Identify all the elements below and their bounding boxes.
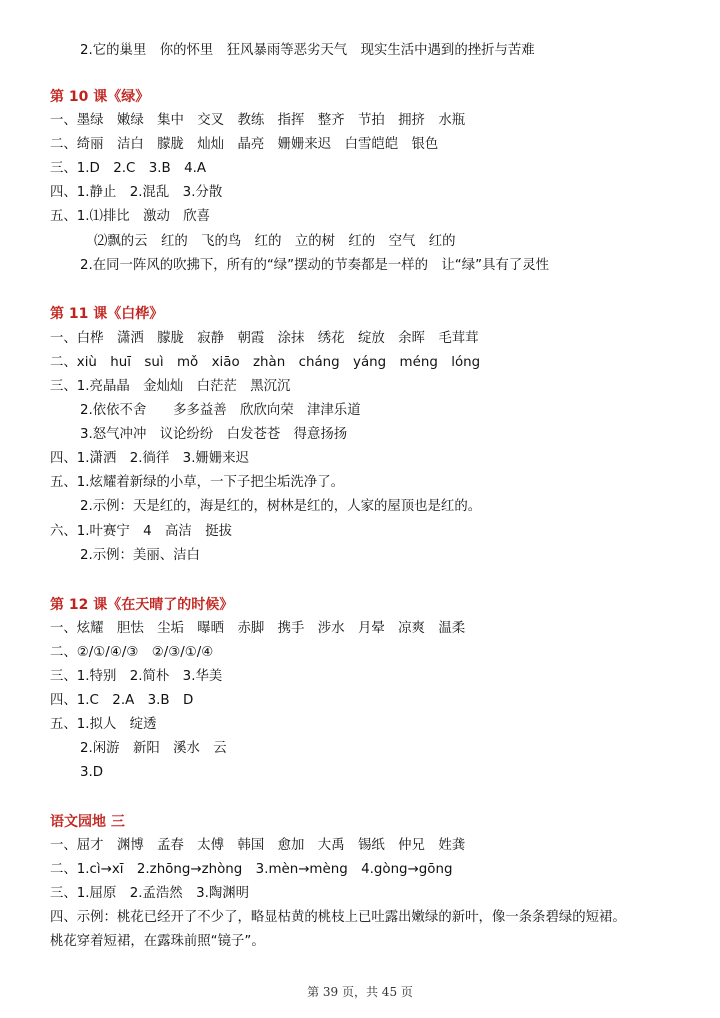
text-line: 二、xiù huī suì mǒ xiāo zhàn cháng yáng méng lóng <box>50 355 481 370</box>
text-line: 五、1.炫耀着新绿的小草，一下子把尘垢洗净了。 <box>50 475 344 490</box>
text-line: 三、1.D 2.C 3.B 4.A <box>50 161 207 176</box>
text-line: 3.怒气冲冲 议论纷纷 白发苍苍 得意扬扬 <box>80 427 348 442</box>
text-line: 二、绮丽 洁白 朦胧 灿灿 晶亮 姗姗来迟 白雪皑皑 银色 <box>50 137 439 152</box>
text-line: 四、示例：桃花已经开了不少了，略显枯黄的桃枝上已吐露出嫩绿的新叶，像一条条碧绿的短裙。 <box>50 910 626 925</box>
text-line: 五、1.拟人 绽透 <box>50 717 157 732</box>
section-heading: 第 11 课《白桦》 <box>50 306 164 322</box>
section-heading: 第 10 课《绿》 <box>50 89 150 105</box>
text-line: 一、炫耀 胆怯 尘垢 曝晒 赤脚 携手 涉水 月晕 凉爽 温柔 <box>50 621 466 636</box>
section-heading: 语文园地 三 <box>50 814 125 830</box>
text-line: 2.依依不舍 多多益善 欣欣向荣 津津乐道 <box>80 403 361 418</box>
text-line: 三、1.特别 2.简朴 3.华美 <box>50 669 223 684</box>
text-line: 四、1.C 2.A 3.B D <box>50 693 194 708</box>
page-footer: 第 39 页，共 45 页 <box>307 985 413 999</box>
text-line: 五、1.⑴排比 激动 欣喜 <box>50 209 211 224</box>
text-line: 2.它的巢里 你的怀里 狂风暴雨等恶劣天气 现实生活中遇到的挫折与苦难 <box>80 43 535 58</box>
text-line: 一、墨绿 嫩绿 集中 交叉 教练 指挥 整齐 节拍 拥挤 水瓶 <box>50 113 466 128</box>
section-heading: 第 12 课《在天晴了的时候》 <box>50 597 234 613</box>
text-line: 二、1.cì→xī 2.zhōng→zhòng 3.mèn→mèng 4.gòng→gōng <box>50 862 453 877</box>
text-line: 三、1.屈原 2.孟浩然 3.陶渊明 <box>50 886 250 901</box>
text-line: 2.示例：美丽、洁白 <box>80 548 200 563</box>
text-line: 一、白桦 潇洒 朦胧 寂静 朝霞 涂抹 绣花 绽放 余晖 毛茸茸 <box>50 331 479 346</box>
text-line: 2.示例：天是红的，海是红的，树林是红的，人家的屋顶也是红的。 <box>80 499 482 514</box>
text-line: 二、②/①/④/③ ②/③/①/④ <box>50 645 214 660</box>
text-line: 四、1.潇洒 2.徜徉 3.姗姗来迟 <box>50 451 250 466</box>
text-line: 一、屈才 渊博 孟春 太傅 韩国 愈加 大禹 锡纸 仲兄 姓龚 <box>50 838 466 853</box>
text-line: 六、1.叶赛宁 4 高洁 挺拔 <box>50 524 232 539</box>
text-line: 2.在同一阵风的吹拂下，所有的“绿”摆动的节奏都是一样的 让“绿”具有了灵性 <box>80 258 550 273</box>
text-line: 三、1.亮晶晶 金灿灿 白茫茫 黑沉沉 <box>50 379 291 394</box>
text-line: 四、1.静止 2.混乱 3.分散 <box>50 185 223 200</box>
text-line: 3.D <box>80 765 104 780</box>
text-line: ⑵飘的云 红的 飞的鸟 红的 立的树 红的 空气 红的 <box>94 234 456 249</box>
text-line: 桃花穿着短裙，在露珠前照“镜子”。 <box>50 934 265 949</box>
text-line: 2.闲游 新阳 溪水 云 <box>80 741 227 756</box>
